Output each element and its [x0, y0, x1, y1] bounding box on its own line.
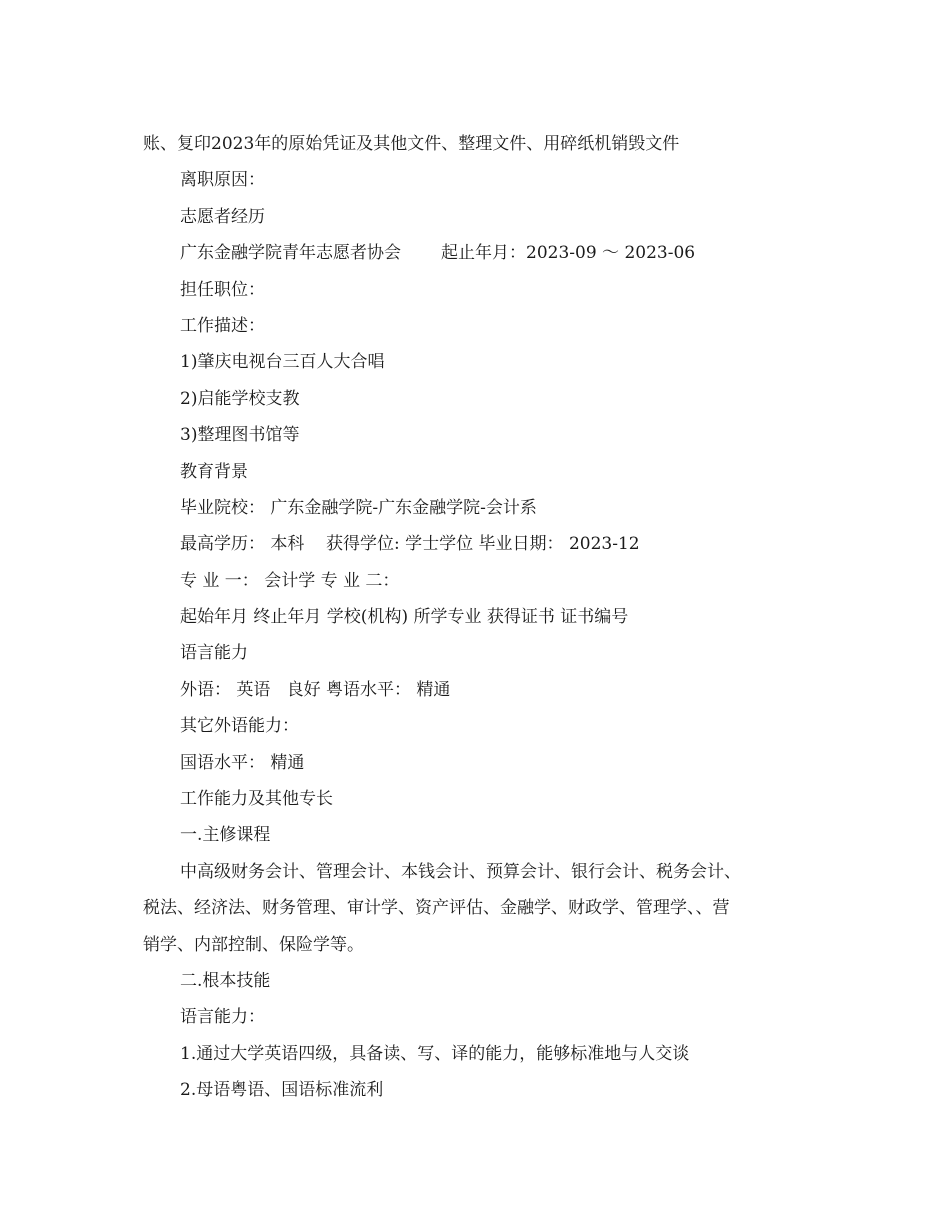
- list-item: 1)肇庆电视台三百人大合唱: [180, 352, 385, 373]
- text-line: 起始年月 终止年月 学校(机构) 所学专业 获得证书 证书编号: [180, 607, 629, 628]
- text-line: 国语水平： 精通: [180, 752, 305, 773]
- section-heading: 教育背景: [180, 461, 248, 482]
- subsection-heading: 一.主修课程: [180, 825, 271, 846]
- list-item: 3)整理图书馆等: [180, 425, 300, 446]
- text-line: 其它外语能力：: [180, 716, 299, 737]
- list-item: 2)启能学校支教: [180, 388, 300, 409]
- text-line: 销学、内部控制、保险学等。: [143, 934, 364, 955]
- list-item: 2.母语粤语、国语标准流利: [180, 1080, 384, 1101]
- text-line: 语言能力：: [180, 1007, 265, 1028]
- volunteer-org: 广东金融学院青年志愿者协会: [180, 243, 401, 264]
- text-line: 税法、经济法、财务管理、审计学、资产评估、金融学、财政学、管理学、、营: [143, 898, 730, 919]
- text-line: 账、复印2023年的原始凭证及其他文件、整理文件、用碎纸机销毁文件: [143, 134, 680, 154]
- text-line: 外语： 英语 良好 粤语水平： 精通: [180, 679, 451, 700]
- section-heading: 志愿者经历: [180, 206, 265, 227]
- volunteer-org-line: [143, 235, 823, 271]
- subsection-heading: 二.根本技能: [180, 970, 271, 991]
- volunteer-dates: 起止年月：2023-09 ～ 2023-06: [441, 243, 696, 264]
- section-heading: 工作能力及其他专长: [180, 789, 333, 810]
- list-item: 1.通过大学英语四级，具备读、写、译的能力，能够标准地与人交谈: [180, 1043, 690, 1064]
- text-line: 工作描述：: [180, 315, 265, 336]
- text-line: 最高学历： 本科 获得学位: 学士学位 毕业日期： 2023-12: [180, 534, 640, 555]
- text-line: 离职原因：: [180, 170, 265, 191]
- text-line: 毕业院校： 广东金融学院-广东金融学院-会计系: [180, 497, 537, 518]
- document-body: [143, 126, 823, 1109]
- text-line: 专 业 一： 会计学 专 业 二：: [180, 570, 400, 591]
- text-line: 中高级财务会计、管理会计、本钱会计、预算会计、银行会计、税务会计、: [180, 861, 741, 882]
- text-line: 担任职位：: [180, 279, 265, 300]
- section-heading: 语言能力: [180, 643, 248, 664]
